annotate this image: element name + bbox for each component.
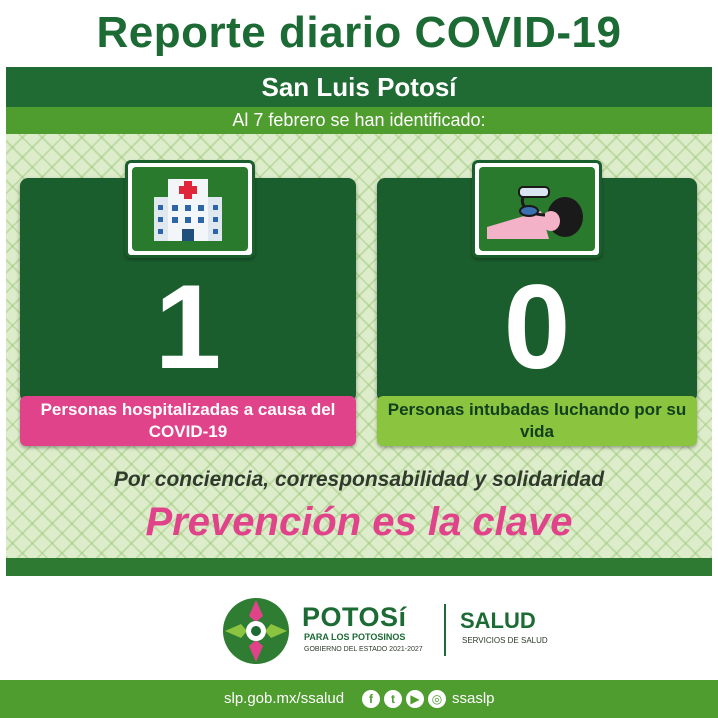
hospitalized-label: Personas hospitalizadas a causa del COVID-19 [20, 396, 356, 446]
youtube-icon[interactable]: ▶ [406, 690, 424, 708]
brand-name: POTOSí [302, 602, 407, 632]
intubated-icon-box [472, 160, 602, 258]
logo-divider [444, 604, 446, 656]
facebook-icon[interactable]: f [362, 690, 380, 708]
hospitalized-card [20, 178, 356, 402]
slogan-line-1: Por conciencia, corresponsabilidad y solidaridad [113, 468, 605, 491]
footer-url[interactable]: slp.gob.mx/ssalud [224, 690, 345, 707]
brand-tagline: PARA LOS POTOSINOS [304, 632, 406, 642]
hospitalized-count: 1 [154, 260, 222, 394]
intubated-label: Personas intubadas luchando por su vida [377, 396, 697, 446]
logo-area [0, 590, 718, 672]
instagram-icon[interactable]: ◎ [428, 690, 446, 708]
location-banner: San Luis Potosí [6, 67, 712, 107]
footer-handle[interactable]: ssaslp [452, 690, 495, 707]
pattern-border [6, 558, 712, 576]
twitter-icon[interactable]: t [384, 690, 402, 708]
hospital-icon [132, 167, 244, 247]
report-title: Reporte diario COVID-19 [96, 8, 622, 57]
hospital-icon-box [125, 160, 255, 258]
potosi-emblem-icon [221, 596, 291, 666]
intubated-patient-icon [479, 167, 591, 247]
brand-subtitle: GOBIERNO DEL ESTADO 2021-2027 [304, 646, 423, 653]
slogan-line-2: Prevención es la clave [145, 500, 573, 544]
intubated-count: 0 [503, 260, 571, 394]
footer-bar [0, 680, 718, 718]
date-banner: Al 7 febrero se han identificado: [6, 107, 712, 134]
dept-subtitle: SERVICIOS DE SALUD [462, 636, 548, 645]
dept-name: SALUD [460, 608, 536, 633]
intubated-card [377, 178, 697, 402]
